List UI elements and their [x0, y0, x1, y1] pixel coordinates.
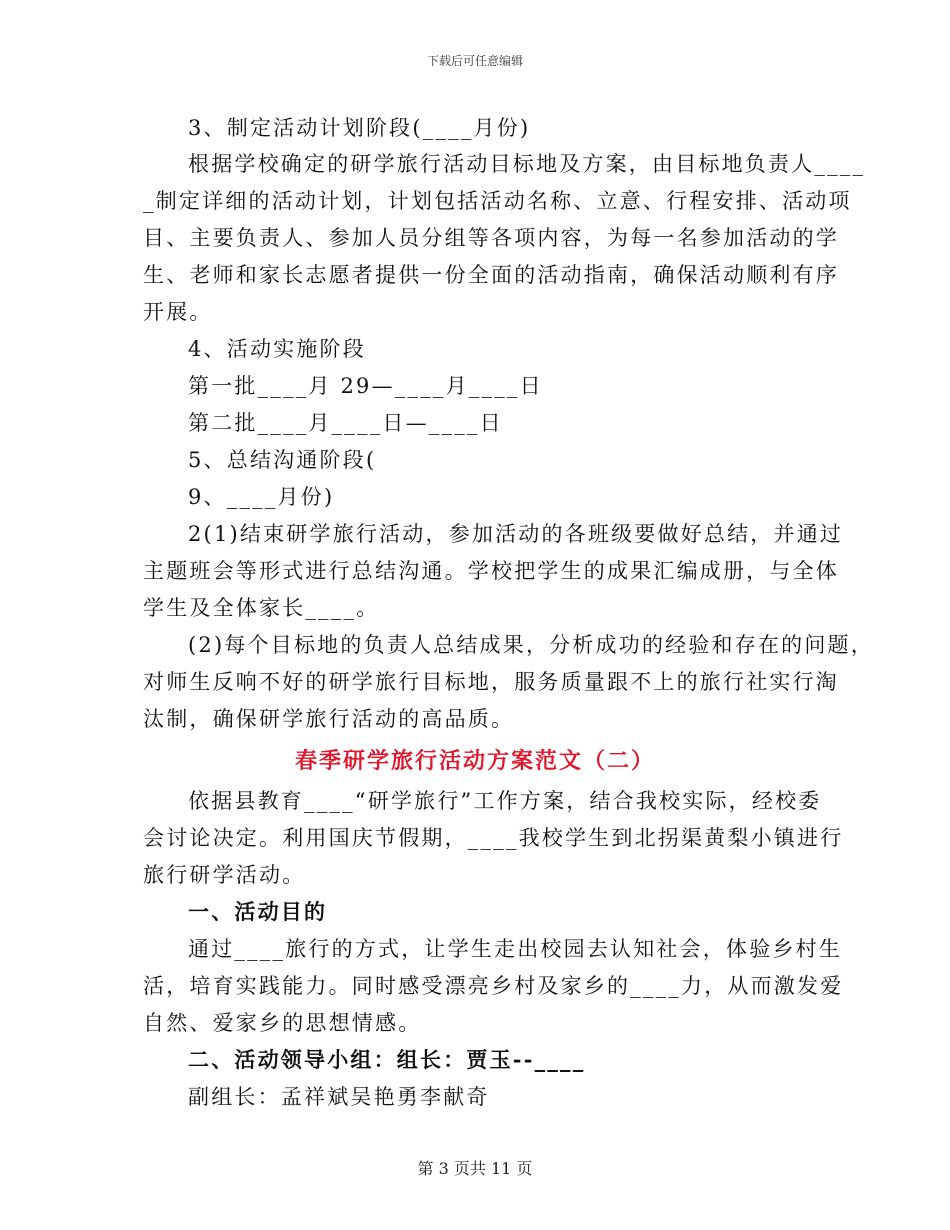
paragraph-line: 依据县教育____“研学旅行”工作方案，结合我校实际，经校委	[188, 789, 822, 813]
paragraph-line: 目、主要负责人、参加人员分组等各项内容，为每一名参加活动的学	[143, 226, 839, 250]
paragraph-line: 对师生反响不好的研学旅行目标地，服务质量跟不上的旅行社实行淘	[143, 670, 839, 694]
heading-purpose: 一、活动目的	[188, 899, 328, 924]
paragraph-line: 活，培育实践能力。同时感受漂亮乡村及家乡的____力，从而激发爱	[143, 974, 844, 998]
paragraph-line: 根据学校确定的研学旅行活动目标地及方案，由目标地负责人____	[188, 152, 866, 176]
paragraph-line: 主题班会等形式进行总结沟通。学校把学生的成果汇编成册，与全体	[143, 559, 839, 583]
paragraph-line: 汰制，确保研学旅行活动的高品质。	[143, 707, 515, 731]
paragraph-line: 旅行研学活动。	[143, 863, 306, 887]
paragraph-line: _制定详细的活动计划，计划包括活动名称、立意、行程安排、活动项	[143, 189, 852, 213]
paragraph-line: 副组长：孟祥斌吴艳勇李献奇	[188, 1085, 490, 1109]
paragraph-line: 2(1)结束研学旅行活动，参加活动的各班级要做好总结，并通过	[188, 522, 844, 546]
paragraph-line: 9、____月份)	[188, 485, 335, 509]
batch-1-line: 第一批____月 29—____月____日	[188, 374, 543, 398]
paragraph-line: (2)每个目标地的负责人总结成果，分析成功的经验和存在的问题，	[188, 633, 874, 657]
paragraph-line: 生、老师和家长志愿者提供一份全面的活动指南，确保活动顺利有序	[143, 263, 839, 287]
step-3-heading: 3、制定活动计划阶段(____月份)	[188, 116, 531, 140]
page-header: 下载后可任意编辑	[426, 54, 523, 68]
page-footer: 第 3 页共 11 页	[417, 1159, 533, 1178]
paragraph-line: 学生及全体家长____。	[143, 596, 380, 620]
paragraph-line: 会讨论决定。利用国庆节假期，____我校学生到北拐渠黄梨小镇进行	[143, 826, 844, 850]
paragraph-line: 通过____旅行的方式，让学生走出校园去认知社会，体验乡村生	[188, 937, 842, 961]
step-4-heading: 4、活动实施阶段	[188, 337, 366, 361]
section-title: 春季研学旅行活动方案范文（二）	[294, 748, 655, 774]
step-5-heading: 5、总结沟通阶段(	[188, 448, 377, 472]
paragraph-line: 自然、爱家乡的思想情感。	[143, 1011, 422, 1035]
heading-leadership: 二、活动领导小组：组长：贾玉--____	[188, 1047, 586, 1072]
batch-2-line: 第二批____月____日—____日	[188, 411, 503, 435]
paragraph-line: 开展。	[143, 300, 213, 324]
